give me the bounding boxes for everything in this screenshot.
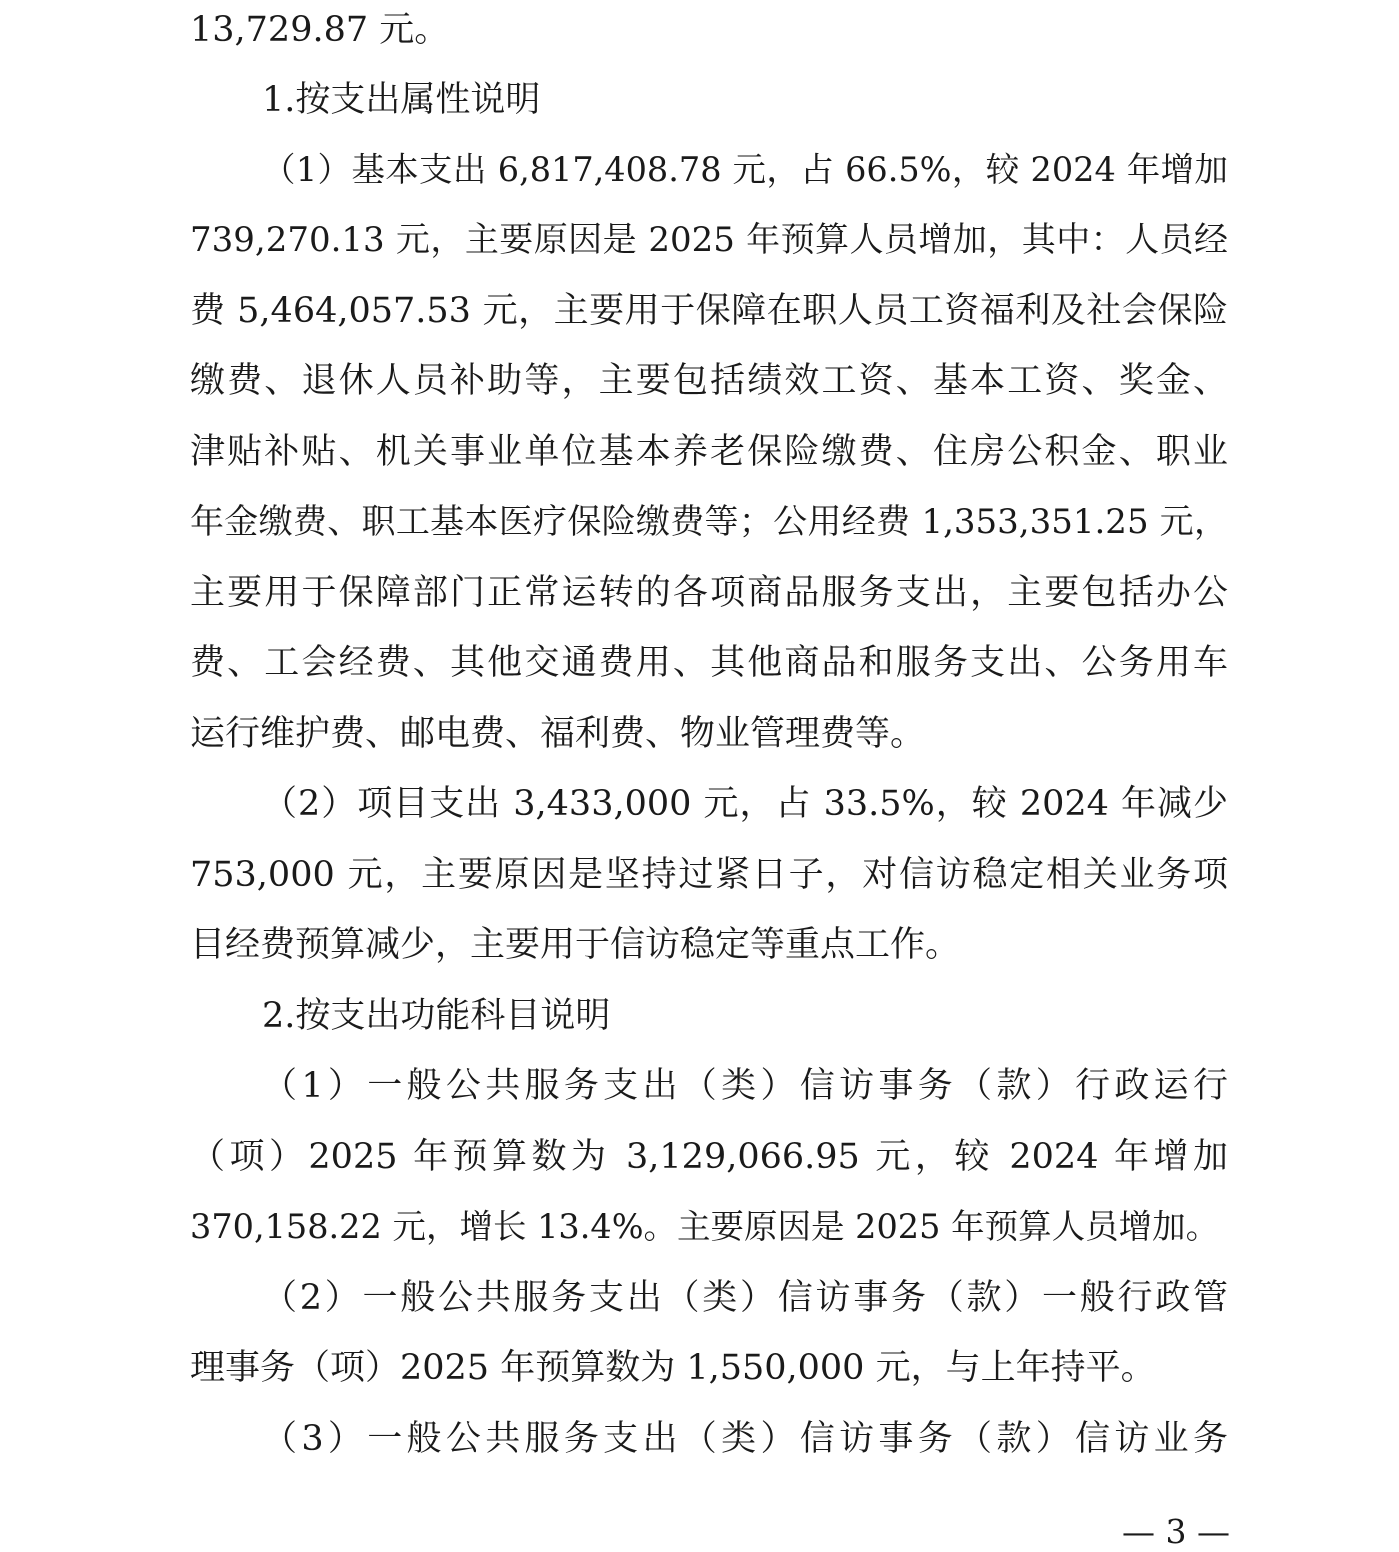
text-line: 753,000 元，主要原因是坚持过紧日子，对信访稳定相关业务项 [190,855,1228,895]
text-line: 739,270.13 元，主要原因是 2025 年预算人员增加，其中：人员经 [190,220,1228,260]
text-line: （2）一般公共服务支出（类）信访事务（款）一般行政管 [262,1278,1228,1318]
text-line: 13,729.87 元。 [190,10,450,50]
text-line: 费、工会经费、其他交通费用、其他商品和服务支出、公务用车 [190,643,1228,683]
text-line: 370,158.22 元，增长 13.4%。主要原因是 2025 年预算人员增加。 [190,1207,1220,1246]
text-line: 年金缴费、职工基本医疗保险缴费等；公用经费 1,353,351.25 元， [190,502,1228,542]
text-line: （项）2025 年预算数为 3,129,066.95 元，较 2024 年增加 [190,1137,1228,1177]
section-heading: 2.按支出功能科目说明 [262,996,611,1036]
text-line: 理事务（项）2025 年预算数为 1,550,000 元，与上年持平。 [190,1348,1156,1388]
text-line: 津贴补贴、机关事业单位基本养老保险缴费、住房公积金、职业 [190,432,1228,472]
text-line: （1）一般公共服务支出（类）信访事务（款）行政运行 [262,1066,1228,1106]
text-line: 目经费预算减少，主要用于信访稳定等重点工作。 [190,925,961,965]
text-line: （3）一般公共服务支出（类）信访事务（款）信访业务 [262,1419,1228,1459]
text-line: 主要用于保障部门正常运转的各项商品服务支出，主要包括办公 [190,573,1228,613]
page-number: — 3 — [1122,1512,1230,1551]
text-line: （1）基本支出 6,817,408.78 元，占 66.5%，较 2024 年增加 [262,150,1228,189]
text-line: 费 5,464,057.53 元，主要用于保障在职人员工资福利及社会保险 [190,291,1228,331]
text-line: 运行维护费、邮电费、福利费、物业管理费等。 [190,714,926,754]
text-line: 缴费、退休人员补助等，主要包括绩效工资、基本工资、奖金、 [190,361,1228,401]
section-heading: 1.按支出属性说明 [262,80,541,120]
text-line: （2）项目支出 3,433,000 元，占 33.5%，较 2024 年减少 [262,784,1228,824]
